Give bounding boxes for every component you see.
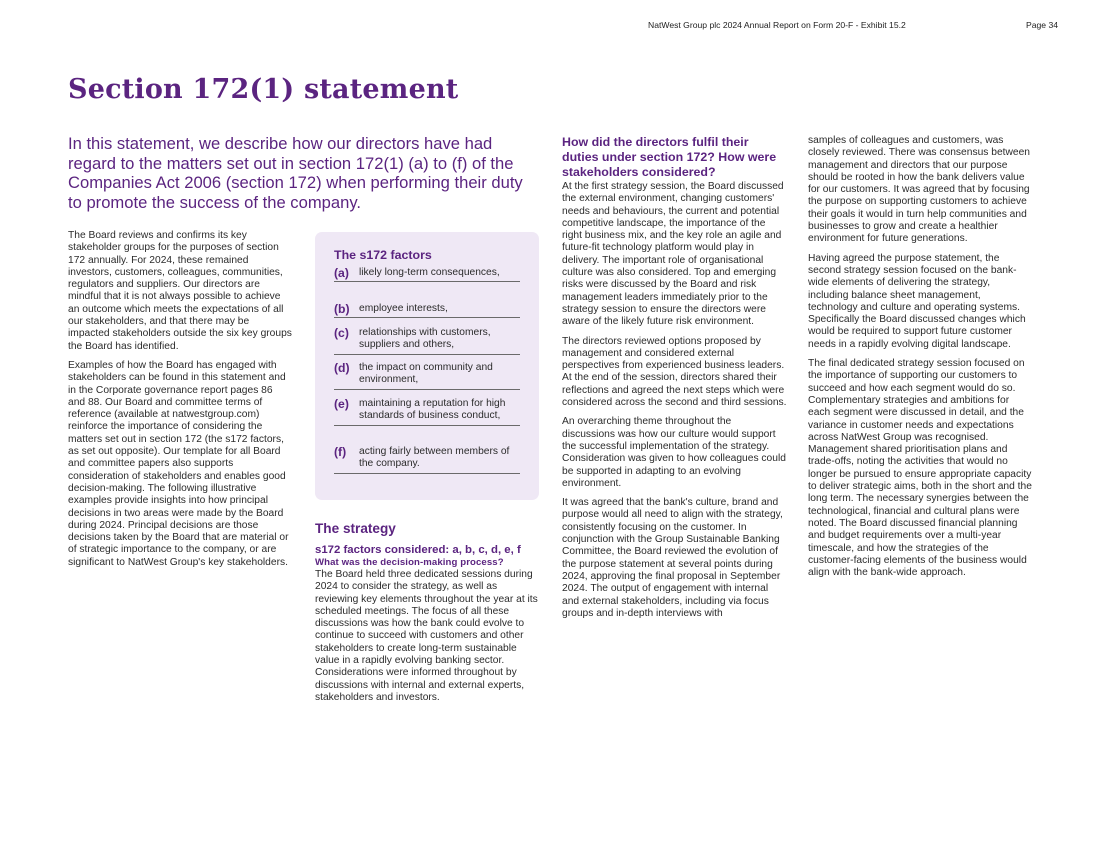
column-stakeholders [68,230,292,576]
factor-text: likely long-term consequences, [359,267,500,278]
first-session-paragraph: At the first strategy session, the Board discussed the external environment, changing customers' needs and behaviours, the current and potential competitive landscape, the importance of the right business mix, and the key role an agile and future-fit technology platform would play in delivery. The important role of organisational culture was also considered. Top and emerging risks were discussed by the Board and risk management leaders immediately prior to the strategy session to ensure the directors were aware of the likely future risk environment. [562,181,784,328]
strategy-heading: The strategy [315,521,396,536]
engagement-paragraph: Examples of how the Board has engaged with stakeholders can be found in this statement and in the Corporate governance report pages 86 and 88. Our Board and committee terms of reference (available at natwestgroup.com) reinforce the importance of considering the matters set out in section 172 (the s172 factors, as set out opposite). Our template for all Board and committee papers also supports consideration of stakeholders and enables good decision-making. The following illustrative examples provide insights into how principal decisions in two areas were made by the Board during 2024. Principal decisions are those decisions taken by the Board that are material or of strategic importance to the company, or are significant to NatWest Group's key stakeholders. [68,359,289,568]
page-title: Section 172(1) statement [68,74,459,105]
duties-heading: How did the directors fulfil their duties under section 172? How were stakeholders considered? [562,135,777,179]
factor-e [334,398,520,426]
culture-paragraph: An overarching theme throughout the discussions was how our culture would support the successful implementation of the strategy. Consideration was given to how colleagues could be supported in adapting to an evolving environment. [562,416,786,489]
factor-text: the impact on community and environment, [359,362,493,386]
factor-f [334,446,520,474]
strategy-body: The Board held three dedicated sessions during 2024 to consider the strategy, as well as reviewing key elements throughout the year at its scheduled meetings. The focus of all these discussions was how the bank could evolve to continue to succeed with customers and other stakeholders to create long-term sustainable value in a rapidly evolving banking sector. Considerations were informed throughout by discussions with internal and external experts, stakeholders and investors. [315,569,538,703]
factor-a [334,267,520,282]
factor-text: maintaining a reputation for high standards of business conduct, [359,398,506,422]
factor-letter: (c) [334,326,349,340]
factor-text: employee interests, [359,303,448,314]
factor-letter: (f) [334,445,347,459]
factor-text: acting fairly between members of the company. [359,446,510,470]
purpose-paragraph: It was agreed that the bank's culture, brand and purpose would all need to align with the strategy, consistently focusing on the customer. In conjunction with the Group Sustainable Banking Committee, the Board reviewed the evolution of the purpose statement at several points during 2024, approving the final proposal in September 2024. The output of engagement with internal and external stakeholders, including via focus groups and in-depth interviews with [562,497,783,619]
consensus-paragraph: samples of colleagues and customers, was closely reviewed. There was consensus between management and directors that our purpose should be rooted in how the bank delivers value for our customers. It was agreed that by focusing the purpose on supporting customers to achieve their goals it would in turn help communities and businesses to grow and create a healthier environment for future generations. [808,135,1031,245]
factor-letter: (b) [334,302,350,316]
stakeholders-paragraph: The Board reviews and confirms its key stakeholder groups for the purposes of section 172 annually. For 2024, these remained investors, customers, colleagues, communities, regulators and suppliers. Our directors are mindful that it is not always possible to achieve an outcome which meets the expectations of all our stakeholders, and that there may be impacted stakeholders outside the six key groups the Board has identified. [68,230,292,352]
factor-d [334,362,520,390]
intro-statement: In this statement, we describe how our directors have had regard to the matters set out in section 172(1) (a) to (f) of the Companies Act 2006 (section 172) when performing their duty to promote the success of the company. [68,134,523,212]
page-number: Page 34 [1026,20,1059,30]
options-paragraph: The directors reviewed options proposed by management and considered external perspectives from experienced business leaders. At the end of the session, directors shared their reflections and agreed the next steps which were considered across the second and third sessions. [562,335,787,409]
report-header-title: NatWest Group plc 2024 Annual Report on Form 20-F - Exhibit 15.2 [648,20,906,30]
final-session-paragraph: The final dedicated strategy session focused on the importance of supporting our customers to succeed and how each segment would do so. Complementary strategies and ambitions for each segment were discussed in detail, and the variance in customer needs and expectations across NatWest Group was recognised. Management shared prioritisation plans and trade-offs, noting the activities that would no longer be pursued to ensure appropriate capacity to deliver strategic aims, both in the short and the long term. The necessary synergies between the technological, financial and cultural plans were noted. The Board discussed financial planning and budget requirements over a multi-year timescale, and how the strategies of the customer-facing elements of the business would align with the bank-wide approach. [808,358,1032,579]
factors-considered: s172 factors considered: a, b, c, d, e, f [315,544,521,556]
second-session-paragraph: Having agreed the purpose statement, the second strategy session focused on the bank-wide elements of delivering the strategy, including balance sheet management, technology and culture and operating systems. Specifically the Board discussed changes which would be required to support future customer needs in a rapidly evolving digital landscape. [808,252,1026,350]
column-directors-duties [562,135,787,627]
factors-title: The s172 factors [334,248,432,262]
factor-letter: (d) [334,361,350,375]
column-strategy-sessions [808,135,1033,586]
decision-process-question: What was the decision-making process? [315,557,504,568]
strategy-section [315,520,543,711]
factor-letter: (e) [334,397,349,411]
factor-b [334,303,520,318]
factor-c [334,327,520,355]
factor-letter: (a) [334,266,349,280]
factor-text: relationships with customers, suppliers and others, [359,327,491,351]
s172-factors-box [315,232,539,500]
